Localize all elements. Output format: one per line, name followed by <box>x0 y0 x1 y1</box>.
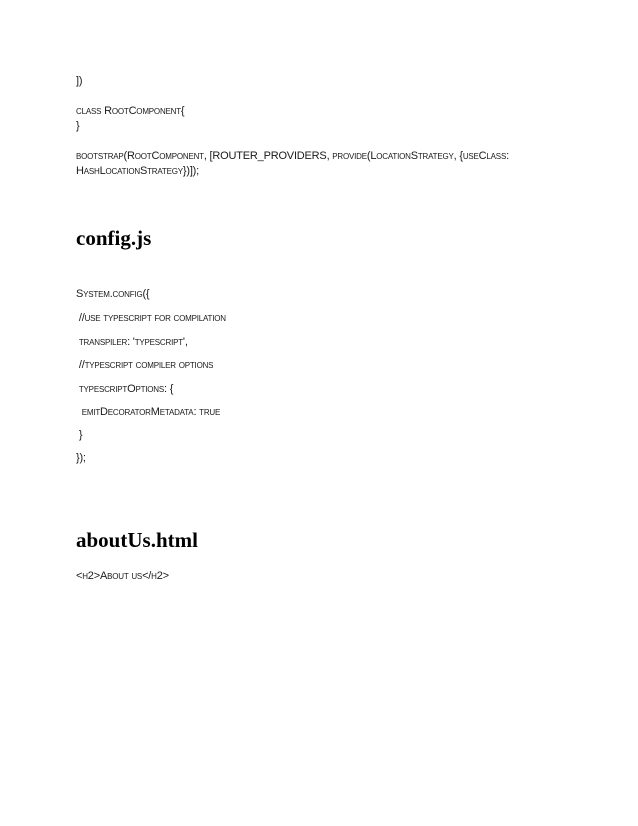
code-line-bootstrap: bootstrap(RootComponent, [ROUTER_PROVIDERS, provide(LocationStrategy, {useClass: <box>76 150 509 162</box>
code-line-comment-typescript: //use typescript for compilation <box>76 312 226 324</box>
code-line-bootstrap-continued: HashLocationStrategy})]); <box>76 165 199 177</box>
code-line-class-declaration: class RootComponent{ <box>76 105 185 117</box>
code-line-close-brackets: ]) <box>76 75 83 87</box>
code-line-comment-compiler-options: //typescript compiler options <box>76 359 214 371</box>
code-line-options-close: } <box>76 429 83 441</box>
code-line-system-config: System.config({ <box>76 288 150 300</box>
section-heading-about: aboutUs.html <box>76 528 198 552</box>
code-line-emit-decorator-metadata: emitDecoratorMetadata: true <box>76 406 221 418</box>
code-line-transpiler: transpiler: 'typescript', <box>76 336 188 348</box>
code-line-config-close: }); <box>76 452 86 464</box>
code-line-typescript-options: typescriptOptions: { <box>76 383 174 395</box>
code-line-about-markup: <h2>About us</h2> <box>76 570 169 582</box>
code-line-class-close: } <box>76 120 80 132</box>
section-heading-config: config.js <box>76 226 152 250</box>
